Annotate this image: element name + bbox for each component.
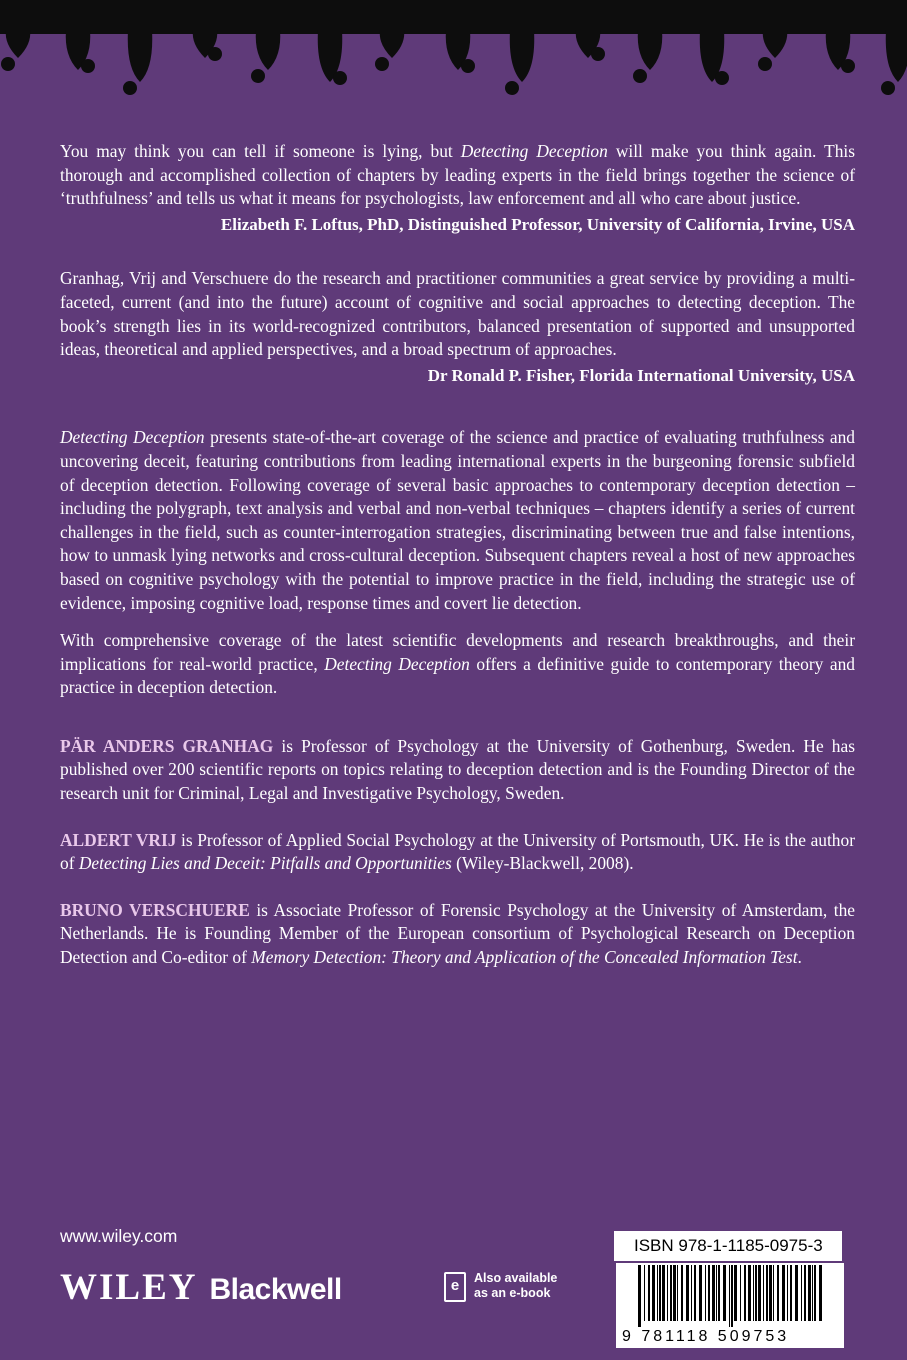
isbn-label: ISBN 978-1-1185-0975-3	[614, 1231, 842, 1261]
barcode-bar	[686, 1265, 689, 1321]
author-bio-verschuere	[60, 899, 855, 970]
publisher-logo-wiley: WILEY	[60, 1267, 198, 1308]
drip-dot	[81, 59, 95, 73]
quote-1-text	[60, 140, 855, 211]
ebook-line-2: as an e-book	[474, 1286, 551, 1300]
barcode-bar	[667, 1265, 668, 1321]
text-run: .	[797, 947, 802, 968]
quote-1-attribution: Elizabeth F. Loftus, PhD, Distinguished Professor, University of California, Irvine, USA	[220, 214, 855, 234]
barcode-bar	[740, 1265, 741, 1321]
decorative-top-band	[0, 0, 907, 120]
barcode-bar	[804, 1265, 806, 1321]
publisher-logo	[60, 1266, 342, 1309]
drip-dot	[881, 81, 895, 95]
barcode-bar	[812, 1265, 813, 1321]
book-summary-paragraph	[60, 629, 855, 700]
barcode-bar	[773, 1265, 774, 1321]
barcode-bar	[677, 1265, 678, 1321]
barcode-bar	[638, 1265, 641, 1327]
barcode-bar	[718, 1265, 720, 1321]
barcode-bar	[790, 1265, 792, 1321]
barcode-bar	[782, 1265, 785, 1321]
italic-title: Detecting Deception	[324, 653, 470, 674]
barcode-bar	[699, 1265, 702, 1321]
barcode-bar	[708, 1265, 710, 1321]
barcode-bar	[716, 1265, 717, 1321]
barcode-bar	[814, 1265, 816, 1321]
barcode-bar	[734, 1265, 737, 1321]
barcode-bar	[787, 1265, 788, 1321]
drip-dot	[633, 69, 647, 83]
drip-dot	[208, 47, 222, 61]
barcode-bar	[801, 1265, 802, 1321]
drip-dot	[375, 57, 389, 71]
ebook-line-1: Also available	[474, 1271, 558, 1285]
barcode-bar	[694, 1265, 696, 1321]
barcode-bar	[673, 1265, 676, 1321]
text-run: presents state-of-the-art coverage of the science and practice of evaluating truthfulness and uncovering deceit, featuring contributions from leading international experts in the burgeoning forensic subfield of deception detection. Following coverage of several basic approaches to contemporary deception detection – including the polygraph, text analysis and verbal and non-verbal techniques – chapters identify a series of current challenges in the field, such as counter-interrogation strategies, discriminating between true and false intentions, how to unmask lying networks and cross-cultural deception. Subsequent chapters reveal a host of new approaches based on cognitive psychology with the potential to improve practice in the field, including the strategic use of evidence, imposing cognitive load, response times and covert lie detection.	[60, 427, 856, 613]
barcode-bar	[657, 1265, 658, 1321]
barcode-bar	[652, 1265, 655, 1321]
drip-dot	[841, 59, 855, 73]
drip-dot	[333, 71, 347, 85]
quote-2-attribution: Dr Ronald P. Fisher, Florida International University, USA	[427, 365, 855, 385]
text-run: is Associate Professor of Forensic Psychology at the University of Amsterdam, the Netherlands. He is Founding Member of the European consortium of Psychological Research on Deception Detection and Co-editor of	[60, 899, 855, 968]
publisher-logo-blackwell: Blackwell	[209, 1273, 342, 1306]
drip-dot	[461, 59, 475, 73]
drip-shape	[256, 30, 281, 70]
drip-dot	[251, 69, 265, 83]
barcode-bar	[705, 1265, 706, 1321]
back-cover-text	[60, 140, 855, 993]
barcode-bar	[681, 1265, 683, 1321]
endorsement-quote-1	[60, 140, 855, 236]
italic-title: Memory Detection: Theory and Application of the Concealed Information Test	[251, 947, 798, 968]
barcode-bar	[753, 1265, 754, 1321]
drip-shape	[380, 30, 405, 58]
author-bio-text	[60, 830, 855, 874]
barcode-bar	[766, 1265, 768, 1321]
barcode-icon	[638, 1263, 828, 1327]
italic-title: Detecting Deception	[460, 141, 608, 161]
barcode-bar	[748, 1265, 751, 1321]
barcode-bar	[755, 1265, 757, 1321]
text-run: is Professor of Psychology at the University of Gothenburg, Sweden. He has published over 200 scientific reports on topics relating to deception detection and is the Founding Director of the research unit for Criminal, Legal and Investigative Psychology, Sweden.	[60, 735, 855, 804]
text-run: offers a definitive guide to contemporary theory and practice in deception detection.	[60, 653, 855, 698]
drip-dot	[591, 47, 605, 61]
top-band-strip	[0, 0, 907, 34]
text-run: Granhag, Vrij and Verschuere do the research and practitioner communities a great service by providing a multi-faceted, current (and into the future) account of cognitive and social approaches to detecting deception. The book’s strength lies in its world-recognized contributors, balanced presentation of supported and unsupported ideas, theoretical and applied perspectives, and a broad spectrum of approaches.	[60, 268, 855, 360]
barcode-bar	[758, 1265, 761, 1321]
ebook-icon: e	[444, 1272, 466, 1302]
author-bio-granhag	[60, 735, 855, 806]
barcode-bar	[712, 1265, 715, 1321]
drip-dot	[123, 81, 137, 95]
author-name: PÄR ANDERS GRANHAG	[60, 735, 274, 756]
barcode-bar	[648, 1265, 650, 1321]
barcode-bar	[670, 1265, 672, 1321]
drip-shape	[638, 30, 663, 70]
text-run: will make you think again. This thorough and accomplished collection of chapters by leading experts in the field brings together the science of ‘truthfulness’ and tells us what it means for psychologists, law enforcement and all who care about justice.	[60, 141, 855, 209]
ebook-availability	[474, 1271, 557, 1301]
text-run: is Professor of Applied Social Psychology at the University of Portsmouth, UK. He is the author of	[60, 829, 855, 874]
barcode-bar	[744, 1265, 746, 1321]
barcode-bar	[777, 1265, 779, 1321]
drip-shape	[763, 30, 788, 58]
barcode-bar	[731, 1265, 733, 1327]
barcode-digits: 9 781118 509753	[622, 1328, 790, 1345]
barcode-bar	[723, 1265, 726, 1321]
italic-title: Detecting Lies and Deceit: Pitfalls and Opportunities	[78, 853, 452, 874]
drip-shape	[6, 30, 31, 58]
barcode-bar	[808, 1265, 811, 1321]
text-run: With comprehensive coverage of the latest scientific developments and research breakthroughs, and their implications for real-world practice,	[60, 630, 855, 674]
drip-dot	[715, 71, 729, 85]
barcode-bar	[644, 1265, 645, 1321]
endorsement-quote-2	[60, 267, 855, 387]
publisher-url[interactable]: www.wiley.com	[60, 1226, 178, 1246]
drip-shape	[128, 30, 153, 82]
drip-shape	[886, 30, 907, 82]
barcode-bar	[819, 1265, 822, 1321]
drip-dot	[1, 57, 15, 71]
barcode-bar	[769, 1265, 772, 1321]
author-name: BRUNO VERSCHUERE	[60, 899, 250, 920]
italic-title: Detecting Deception	[60, 427, 205, 448]
author-bio-vrij	[60, 829, 855, 876]
book-description-paragraph	[60, 426, 855, 615]
barcode-bar	[662, 1265, 665, 1321]
author-name: ALDERT VRIJ	[60, 829, 177, 850]
text-run: You may think you can tell if someone is lying, but	[60, 141, 461, 161]
quote-2-text	[60, 267, 855, 361]
drip-shape	[510, 30, 535, 82]
barcode-bar	[729, 1265, 730, 1327]
barcode-bar	[659, 1265, 661, 1321]
drip-dot	[505, 81, 519, 95]
barcode	[616, 1263, 844, 1348]
text-run: (Wiley-Blackwell, 2008).	[451, 853, 634, 874]
drip-dot	[758, 57, 772, 71]
barcode-bar	[795, 1265, 798, 1321]
barcode-bar	[763, 1265, 764, 1321]
barcode-bar	[691, 1265, 692, 1321]
